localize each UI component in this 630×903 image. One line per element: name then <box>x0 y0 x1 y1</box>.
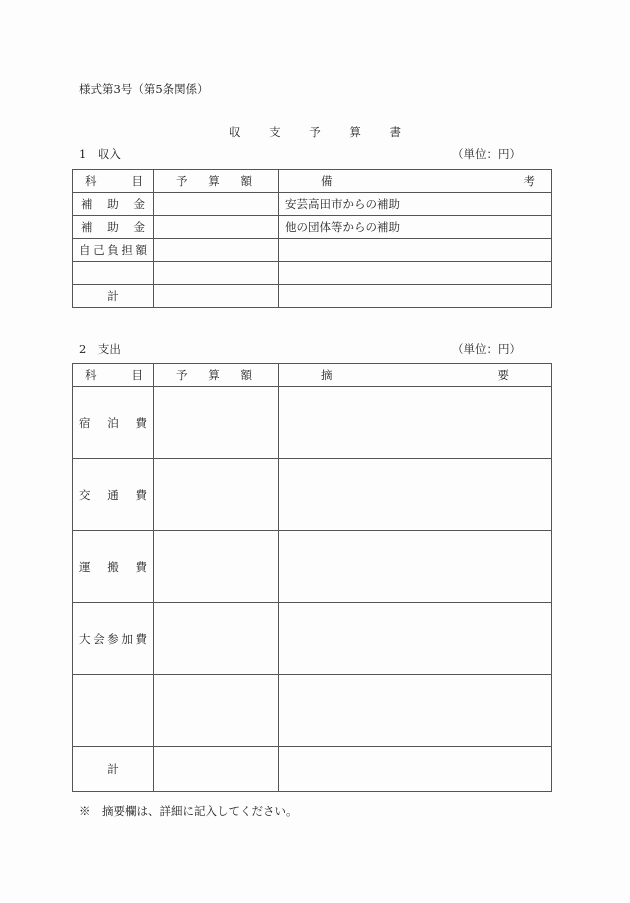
income-total-budget[interactable] <box>154 285 279 308</box>
expense-heading: 2 支出 <box>79 342 121 356</box>
income-heading: 1 収入 <box>79 147 121 161</box>
expense-summary-cell[interactable] <box>279 675 552 747</box>
income-subject: 補 助 金 <box>73 193 154 216</box>
expense-row <box>73 675 552 747</box>
income-subject: 自 己 負 担 額 <box>73 239 154 262</box>
income-subject-blank[interactable] <box>73 262 154 285</box>
income-remarks-cell[interactable]: 他の団体等からの補助 <box>279 216 552 239</box>
title-char: 支 <box>269 125 281 139</box>
income-remarks-cell[interactable] <box>279 262 552 285</box>
expense-subject: 交 通 費 <box>73 459 154 531</box>
expense-row <box>73 531 552 603</box>
income-row <box>73 216 552 239</box>
expense-header-row <box>73 364 552 387</box>
header-remarks: 備 考 <box>279 170 552 193</box>
income-total-remarks[interactable] <box>279 285 552 308</box>
expense-summary-cell[interactable] <box>279 603 552 675</box>
expense-row <box>73 603 552 675</box>
header-subject: 科 目 <box>73 170 154 193</box>
footnote: ※ 摘要欄は、詳細に記入してください。 <box>79 804 298 818</box>
title-char: 算 <box>349 125 361 139</box>
document-title <box>229 124 401 140</box>
income-budget-cell[interactable] <box>154 239 279 262</box>
expense-subject: 大 会 参 加 費 <box>73 603 154 675</box>
expense-unit: （単位：円） <box>452 342 521 356</box>
title-char: 書 <box>389 125 401 139</box>
expense-summary-cell[interactable] <box>279 459 552 531</box>
expense-budget-cell[interactable] <box>154 531 279 603</box>
income-remarks-cell[interactable] <box>279 239 552 262</box>
expense-budget-cell[interactable] <box>154 675 279 747</box>
income-row <box>73 193 552 216</box>
header-subject: 科 目 <box>73 364 154 387</box>
income-total-row <box>73 285 552 308</box>
expense-total-budget[interactable] <box>154 747 279 792</box>
expense-subject: 宿 泊 費 <box>73 387 154 459</box>
expense-subject: 運 搬 費 <box>73 531 154 603</box>
expense-table <box>72 363 552 792</box>
header-budget: 予 算 額 <box>154 170 279 193</box>
title-char: 収 <box>229 125 241 139</box>
expense-subject-blank[interactable] <box>73 675 154 747</box>
income-row <box>73 239 552 262</box>
income-total-label: 計 <box>73 285 154 308</box>
income-subject: 補 助 金 <box>73 216 154 239</box>
header-summary: 摘 要 <box>279 364 552 387</box>
form-label: 様式第3号（第5条関係） <box>79 82 209 96</box>
expense-budget-cell[interactable] <box>154 387 279 459</box>
header-budget: 予 算 額 <box>154 364 279 387</box>
expense-summary-cell[interactable] <box>279 387 552 459</box>
income-unit: （単位：円） <box>452 147 521 161</box>
income-table <box>72 169 552 308</box>
expense-total-row <box>73 747 552 792</box>
expense-budget-cell[interactable] <box>154 603 279 675</box>
income-remarks-cell[interactable]: 安芸高田市からの補助 <box>279 193 552 216</box>
title-char: 予 <box>309 125 321 139</box>
expense-total-summary[interactable] <box>279 747 552 792</box>
expense-total-label: 計 <box>73 747 154 792</box>
income-budget-cell[interactable] <box>154 262 279 285</box>
expense-row <box>73 459 552 531</box>
income-budget-cell[interactable] <box>154 193 279 216</box>
expense-budget-cell[interactable] <box>154 459 279 531</box>
income-row <box>73 262 552 285</box>
expense-row <box>73 387 552 459</box>
income-budget-cell[interactable] <box>154 216 279 239</box>
expense-summary-cell[interactable] <box>279 531 552 603</box>
income-header-row <box>73 170 552 193</box>
